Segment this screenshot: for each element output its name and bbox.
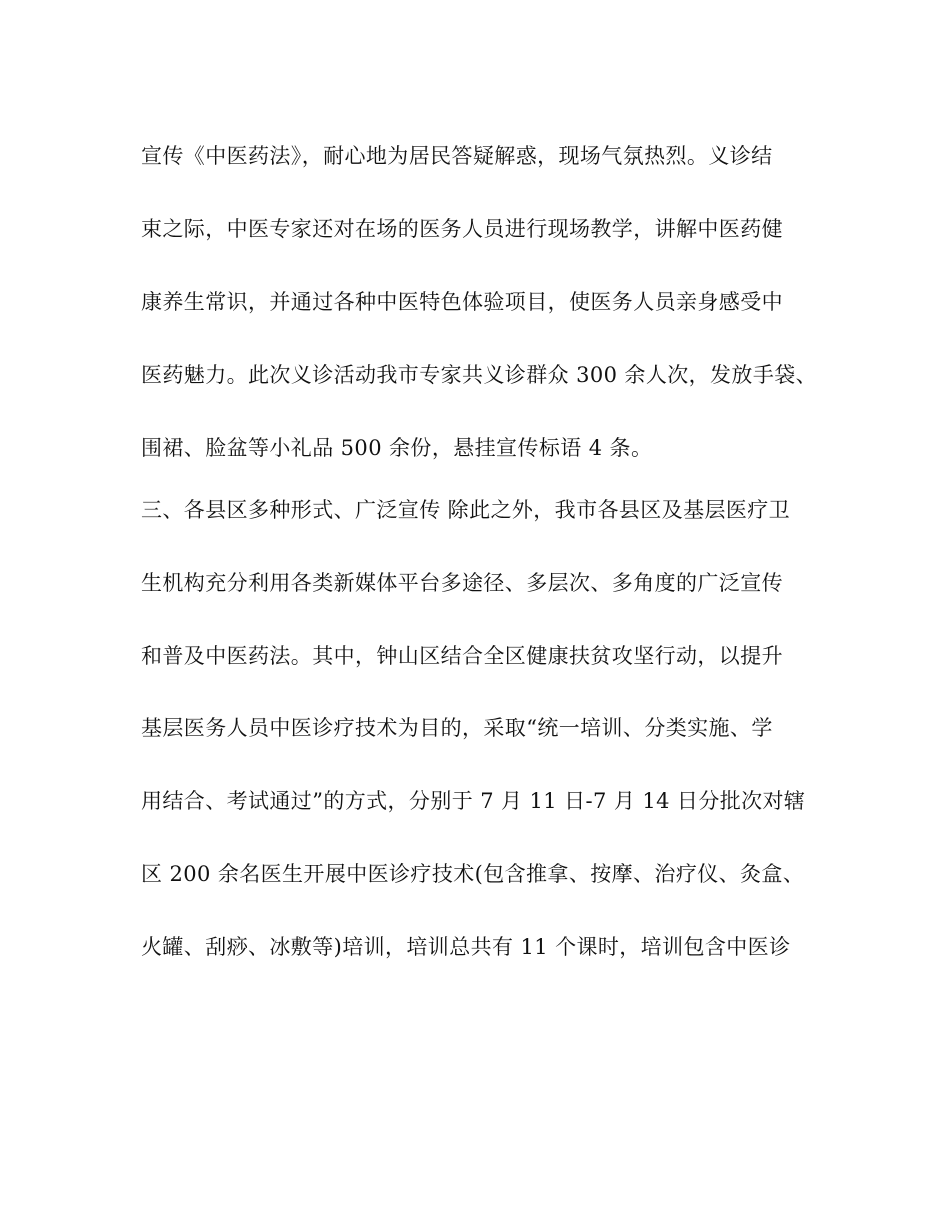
- text-line: 火罐、刮痧、冰敷等)培训，培训总共有 11 个课时，培训包含中医诊: [141, 935, 791, 959]
- text-line: 康养生常识，并通过各种中医特色体验项目，使医务人员亲身感受中: [141, 290, 783, 314]
- text-line: 围裙、脸盆等小礼品 500 余份，悬挂宣传标语 4 条。: [141, 436, 653, 460]
- text-line: 区 200 余名医生开展中医诊疗技术(包含推拿、按摩、治疗仪、灸盒、: [141, 862, 805, 886]
- text-line: 宣传《中医药法》，耐心地为居民答疑解惑，现场气氛热烈。义诊结: [141, 144, 773, 168]
- text-line: 基层医务人员中医诊疗技术为目的，采取“统一培训、分类实施、学: [141, 716, 773, 740]
- section-heading-line: 三、各县区多种形式、广泛宣传 除此之外，我市各县区及基层医疗卫: [141, 498, 791, 522]
- text-line: 用结合、考试通过”的方式，分别于 7 月 11 日-7 月 14 日分批次对辖: [141, 789, 806, 813]
- text-line: 和普及中医药法。其中，钟山区结合全区健康扶贫攻坚行动，以提升: [141, 644, 783, 668]
- text-line: 生机构充分利用各类新媒体平台多途径、多层次、多角度的广泛宣传: [141, 571, 783, 595]
- text-line: 束之际，中医专家还对在场的医务人员进行现场教学，讲解中医药健: [141, 217, 783, 241]
- text-line: 医药魅力。此次义诊活动我市专家共义诊群众 300 余人次，发放手袋、: [141, 363, 818, 387]
